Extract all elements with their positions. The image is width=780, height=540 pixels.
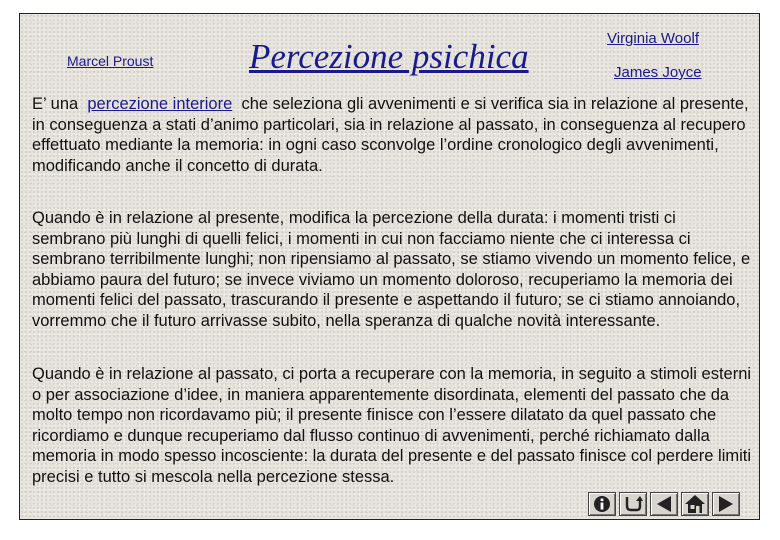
navigation-bar xyxy=(588,492,740,516)
home-button[interactable] xyxy=(681,492,709,516)
home-icon xyxy=(684,494,706,514)
return-button[interactable] xyxy=(619,492,647,516)
back-arrow-icon xyxy=(654,494,674,514)
paragraph-past: Quando è in relazione al passato, ci porta a recuperare con la memoria, in seguito a stimoli esterni o per associazione d’idee, in maniera apparentemente disordinata, elementi del passato che da molto tempo non ricordavamo più; il presente finisce con l’essere dilatato da quel passato che ricordiamo e dunque recuperiamo dal flusso continuo di avvenimenti, perché richiamato dalla memoria in modo spesso incosciente: la durata del presente e del passato finisce col perdere limiti precisi e tutto si mescola nella percezione stessa. xyxy=(32,365,752,486)
link-marcel-proust[interactable]: Marcel Proust xyxy=(67,53,154,69)
forward-arrow-icon xyxy=(716,494,736,514)
link-virginia-woolf[interactable]: Virginia Woolf xyxy=(607,30,699,47)
forward-button[interactable] xyxy=(712,492,740,516)
return-icon xyxy=(623,494,643,514)
info-icon xyxy=(592,494,612,514)
page-title[interactable]: Percezione psichica xyxy=(249,37,529,76)
paragraph-present: Quando è in relazione al presente, modifica la percezione della durata: i momenti tristi ci sembrano più lunghi di quelli felici, i momenti in cui non facciamo niente che ci interessa ci sembrano terribilmente lunghi; non ripensiamo al passato, se stiamo vivendo un momento felice, e abbiamo paura del futuro; se invece viviamo un momento doloroso, recuperiamo la memoria dei momenti felici del passato, trascurando il presente e aspettando il futuro; se ci stiamo annoiando, vorremmo che il futuro arrivasse subito, nella speranza di qualche novità interessante. xyxy=(32,209,751,330)
link-james-joyce[interactable]: James Joyce xyxy=(614,64,702,81)
para1-rest: che seleziona gli avvenimenti e si verifica sia in relazione al presente, in conseguenza a stati d’animo particolari, sia in relazione al passato, in conseguenza al recupero effettuato mediante la memoria: in ogni caso sconvolge l’ordine cronologico degli avvenimenti, modificando anche il concetto di durata. xyxy=(32,95,749,175)
paragraph-definition xyxy=(32,94,752,176)
slide xyxy=(19,13,760,520)
link-percezione-interiore[interactable]: percezione interiore xyxy=(87,95,233,113)
para1-prefix: E’ una xyxy=(32,95,79,113)
back-button[interactable] xyxy=(650,492,678,516)
info-button[interactable] xyxy=(588,492,616,516)
